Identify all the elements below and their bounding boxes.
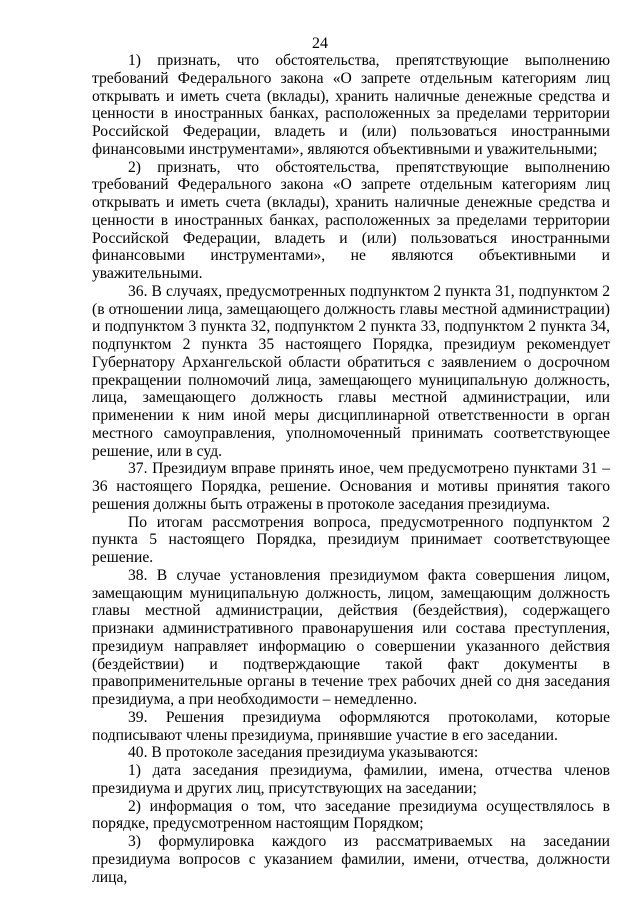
paragraph-clause-40: 40. В протоколе заседания президиума указываются: bbox=[128, 744, 479, 762]
paragraph-clause-37: 37. Президиум вправе принять иное, чем предусмотрено пунктами 31 – 36 настоящего Порядка, решение. Основания и мотивы принятия такого решения должны быть отражены в протоколе заседания президиума. bbox=[92, 460, 610, 513]
document-body bbox=[92, 52, 610, 886]
paragraph-clause-40-item-2: 2) информация о том, что заседание президиума осуществлялось в порядке, предусмотренном настоящим Порядком; bbox=[92, 797, 610, 833]
paragraph-clause-38: 38. В случае установления президиумом факта совершения лицом, замещающим муниципальную должность, лицом, замещающим должность главы местной администрации, действия (бездействия), содержащего признаки административного правонарушения или состава преступления, президиум направляет информацию о совершении указанного действия (бездействии) и подтверждающие такой факт документы в правоприменительные органы в течение трех рабочих дней со дня заседания президиума, а при необходимости – немедленно. bbox=[92, 566, 610, 708]
paragraph-clause-40-item-1: 1) дата заседания президиума, фамилии, имена, отчества членов президиума и других лиц, присутствующих на заседании; bbox=[92, 762, 610, 797]
paragraph-item-1-recognize-valid: 1) признать, что обстоятельства, препятствующие выполнению требований Федерального закона «О запрете отдельным категориям лиц открывать и иметь счета (вклады), хранить наличные денежные средства и ценности в иностранных банках, расположенных за пределами территории Российской Федерации, владеть и (или) пользоваться иностранными финансовыми инструментами», являются объективными и уважительными; bbox=[92, 52, 610, 158]
paragraph-clause-40-item-3: 3) формулировка каждого из рассматриваемых на заседании президиума вопросов с указанием фамилии, имени, отчества, должности лица, bbox=[92, 833, 610, 886]
paragraph-clause-36: 36. В случаях, предусмотренных подпунктом 2 пункта 31, подпунктом 2 (в отношении лица, замещающего должность главы местной администрации) и подпунктом 3 пункта 32, подпунктом 2 пункта 33, подпунктом 2 пункта 34, подпунктом 2 пункта 35 настоящего Порядка, президиум рекомендует Губернатору Архангельской области обратиться с заявлением о досрочном прекращении полномочий лица, замещающего муниципальную должность, лица, замещающего должность главы местной администрации, или применении к ним иной меры дисциплинарной ответственности в орган местного самоуправления, уполномоченный принимать соответствующее решение, или в суд. bbox=[92, 282, 610, 460]
paragraph-item-2-recognize-invalid: 2) признать, что обстоятельства, препятствующие выполнению требований Федерального закона «О запрете отдельным категориям лиц открывать и иметь счета (вклады), хранить наличные денежные средства и ценности в иностранных банках, расположенных за пределами территории Российской Федерации, владеть и (или) пользоваться иностранными финансовыми инструментами», не являются объективными и уважительными. bbox=[92, 158, 610, 282]
paragraph-clause-37-continuation: По итогам рассмотрения вопроса, предусмотренного подпунктом 2 пункта 5 настоящего Порядка, президиум принимает соответствующее решение. bbox=[92, 513, 610, 566]
page-number: 24 bbox=[312, 35, 328, 52]
paragraph-clause-39: 39. Решения президиума оформляются протоколами, которые подписывают члены президиума, принявшие участие в его заседании. bbox=[92, 708, 610, 744]
